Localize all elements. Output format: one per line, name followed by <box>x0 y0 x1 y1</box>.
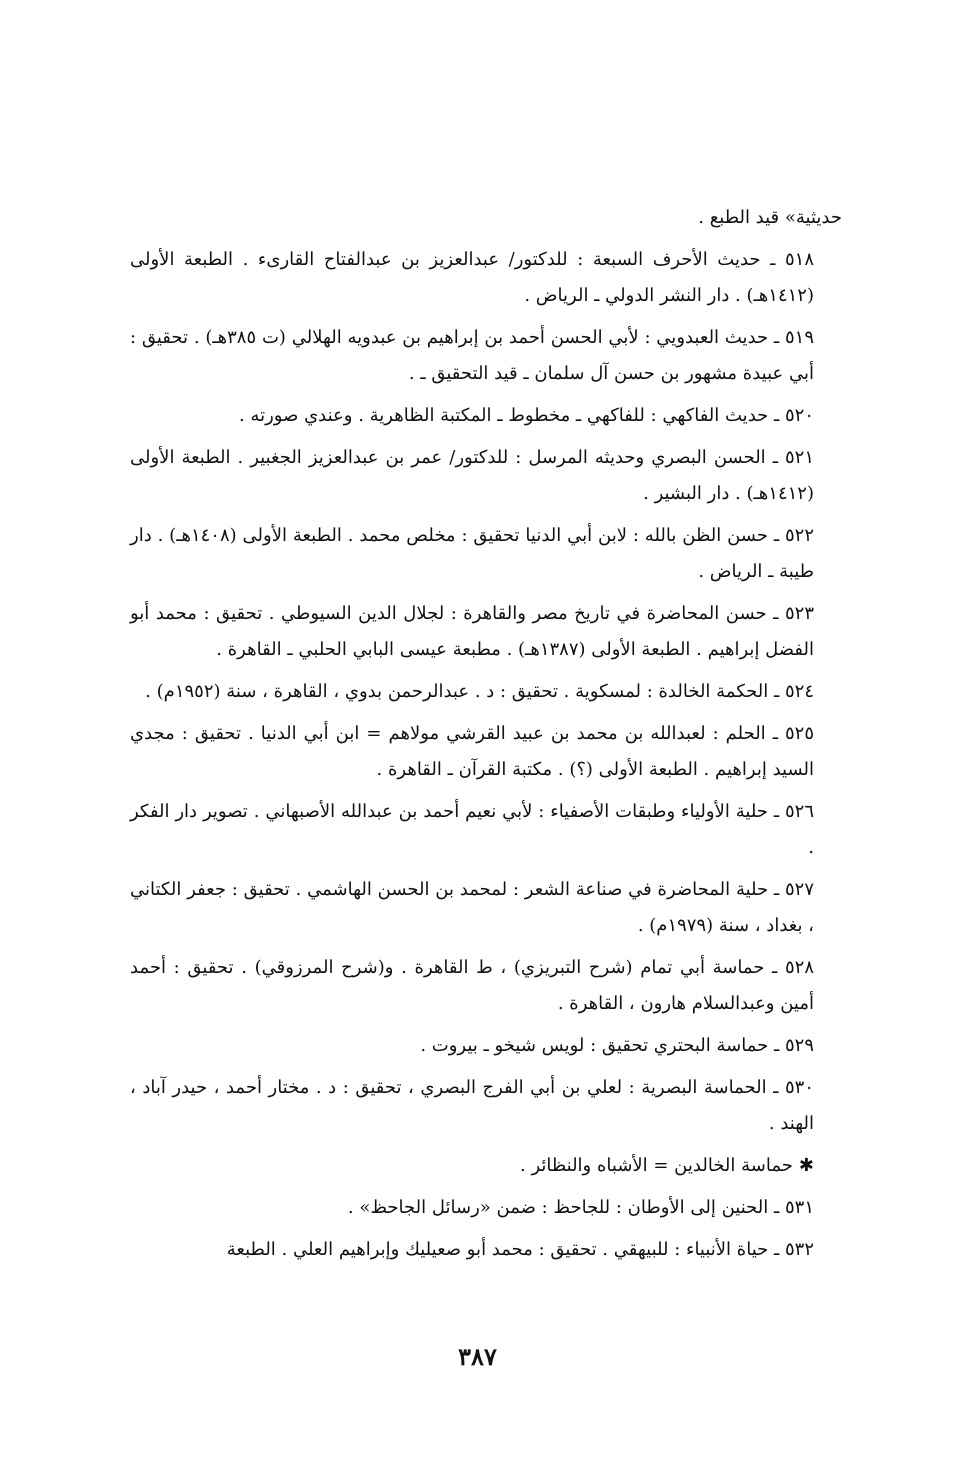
entry-text: ٥٢١ ـ الحسن البصري وحديثه المرسل : للدكتور/ عمر بن عبدالعزيز الجغبير . الطبعة الأولى (١٤١٢هـ) . دار البشير . <box>130 447 814 504</box>
bibliography-entry-519 <box>130 320 842 392</box>
entry-text: ٥٢٧ ـ حلية المحاضرة في صناعة الشعر : لمحمد بن الحسن الهاشمي . تحقيق : جعفر الكتاني ، بغداد ، سنة (١٩٧٩م) . <box>130 879 814 936</box>
entry-text: ٥٢٣ ـ حسن المحاضرة في تاريخ مصر والقاهرة : لجلال الدين السيوطي . تحقيق : محمد أبو الفضل إبراهيم . الطبعة الأولى (١٣٨٧هـ) . مطبعة عيسى البابي الحلبي ـ القاهرة . <box>130 603 814 660</box>
entry-text: حماسة الخالدين = الأشباه والنظائر . <box>520 1155 793 1176</box>
asterisk-bullet-icon: ✱ <box>798 1155 814 1176</box>
bibliography-entry-526 <box>130 794 842 866</box>
bibliography-entry-521 <box>130 440 842 512</box>
bibliography-entry-continuation <box>130 200 842 236</box>
bibliography-entry-529 <box>130 1028 842 1064</box>
entry-text: ٥٢٦ ـ حلية الأولياء وطبقات الأصفياء : لأبي نعيم أحمد بن عبدالله الأصبهاني . تصوير دار الفكر . <box>130 801 814 858</box>
bibliography-entry-518 <box>130 242 842 314</box>
bibliography-entry-531 <box>130 1190 842 1226</box>
entry-text: ٥٢٥ ـ الحلم : لعبدالله بن محمد بن عبيد القرشي مولاهم = ابن أبي الدنيا . تحقيق : مجدي السيد إبراهيم . الطبعة الأولى (؟) . مكتبة القرآن ـ القاهرة . <box>130 723 814 780</box>
bibliography-entry-532 <box>130 1232 842 1268</box>
entry-text: ٥٣٠ ـ الحماسة البصرية : لعلي بن أبي الفرج البصري ، تحقيق : د . مختار أحمد ، حيدر آباد ، الهند . <box>130 1077 814 1134</box>
entry-text: ٥٣٢ ـ حياة الأنبياء : للبيهقي . تحقيق : محمد أبو صعيليك وإبراهيم العلي . الطبعة <box>226 1239 814 1260</box>
bibliography-entry-525 <box>130 716 842 788</box>
entry-text: ٥١٨ ـ حديث الأحرف السبعة : للدكتور/ عبدالعزيز بن عبدالفتاح القارىء . الطبعة الأولى (١٤١٢هـ) . دار النشر الدولي ـ الرياض . <box>130 249 814 306</box>
bibliography-entry-520 <box>130 398 842 434</box>
bibliography-entry-527 <box>130 872 842 944</box>
entry-text: ٥٢٨ ـ حماسة أبي تمام (شرح التبريزي) ، ط القاهرة . و(شرح المرزوقي) . تحقيق : أحمد أمين وعبدالسلام هارون ، القاهرة . <box>130 957 814 1014</box>
entry-text: ٥١٩ ـ حديث العبدويي : لأبي الحسن أحمد بن إبراهيم بن عبدويه الهلالي (ت ٣٨٥هـ) . تحقيق : أبي عبيدة مشهور بن حسن آل سلمان ـ قيد التحقيق ـ . <box>130 327 814 384</box>
entry-text: ٥٣١ ـ الحنين إلى الأوطان : للجاحظ : ضمن «رسائل الجاحظ» . <box>347 1197 814 1218</box>
bibliography-cross-reference <box>130 1148 842 1184</box>
bibliography-entry-524 <box>130 674 842 710</box>
entry-text: ٥٢٩ ـ حماسة البحتري تحقيق : لويس شيخو ـ بيروت . <box>420 1035 814 1056</box>
bibliography-entry-528 <box>130 950 842 1022</box>
entry-text: ٥٢٤ ـ الحكمة الخالدة : لمسكوية . تحقيق : د . عبدالرحمن بدوي ، القاهرة ، سنة (١٩٥٢م) . <box>145 681 814 702</box>
entry-text: ٥٢٠ ـ حديث الفاكهي : للفاكهي ـ مخطوط ـ المكتبة الظاهرية . وعندي صورته . <box>238 405 814 426</box>
bibliography-list <box>130 200 842 1274</box>
bibliography-entry-522 <box>130 518 842 590</box>
bibliography-entry-530 <box>130 1070 842 1142</box>
bibliography-entry-523 <box>130 596 842 668</box>
entry-text: ٥٢٢ ـ حسن الظن بالله : لابن أبي الدنيا تحقيق : مخلص محمد . الطبعة الأولى (١٤٠٨هـ) . دار طيبة ـ الرياض . <box>130 525 815 582</box>
page-number: ٣٨٧ <box>458 1342 497 1371</box>
entry-text: حديثية» قيد الطبع . <box>698 207 842 228</box>
